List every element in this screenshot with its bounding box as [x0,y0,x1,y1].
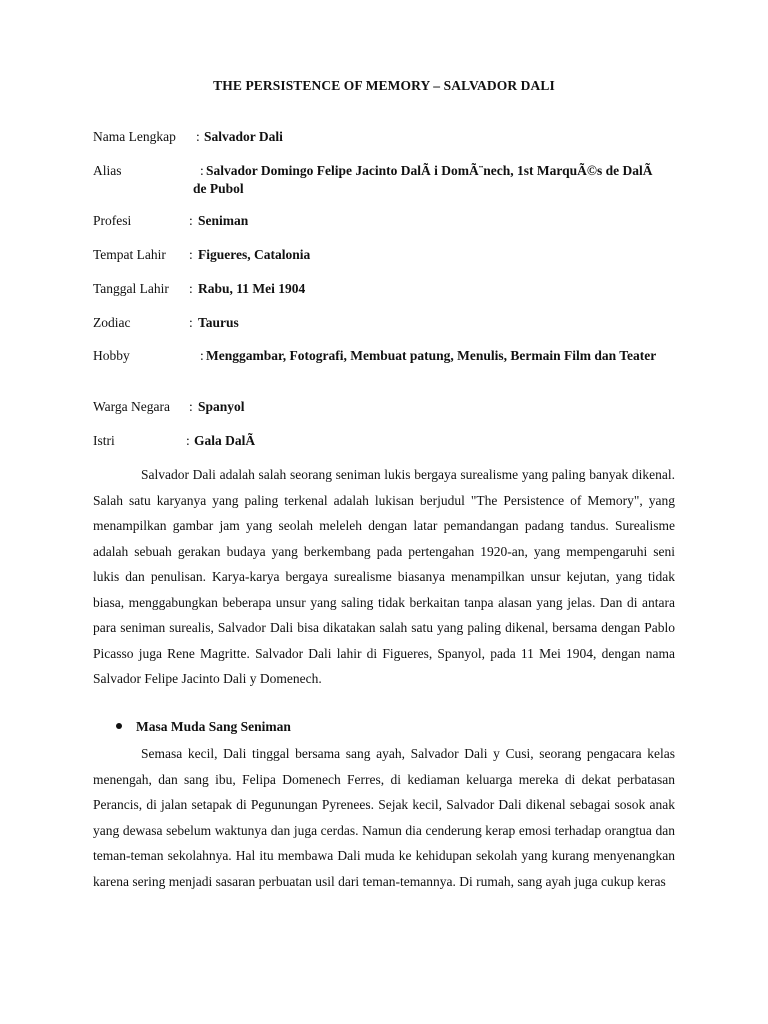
section-heading-text: Masa Muda Sang Seniman [136,719,291,734]
field-label: Nama Lengkap [93,129,176,144]
field-label: Tanggal Lahir [93,281,169,296]
field-value: Gala DalÃ [194,433,256,448]
field-colon: : [189,281,193,296]
section-heading-masa-muda [116,718,291,736]
field-colon: : [200,163,204,178]
field-colon: : [186,433,190,448]
field-label: Alias [93,163,122,178]
field-value: Figueres, Catalonia [198,247,311,262]
field-colon: : [189,399,193,414]
field-value: Menggambar, Fotografi, Membuat patung, Menulis, Bermain Film dan Teater [206,348,657,363]
field-label: Istri [93,433,115,448]
field-value: Seniman [198,213,249,228]
field-colon: : [189,315,193,330]
field-label: Tempat Lahir [93,247,166,262]
field-value: Rabu, 11 Mei 1904 [198,281,306,296]
field-value: Taurus [198,315,239,330]
field-label: Zodiac [93,315,131,330]
field-colon: : [200,348,204,363]
field-value: Salvador Dali [204,129,283,144]
field-colon: : [189,213,193,228]
field-colon: : [196,129,200,144]
body-paragraph-masa-muda: Semasa kecil, Dali tinggal bersama sang ayah, Salvador Dali y Cusi, seorang pengacara kelas menengah, dan sang ibu, Felipa Domenech Ferres, di kediaman keluarga mereka di dekat perbatasan Perancis, di jalan setapak di Pegunungan Pyrenees. Sejak kecil, Salvador Dali dikenal sebagai sosok anak yang dewasa sebelum waktunya dan juga cerdas. Namun dia cenderung kerap emosi terhadap orangtua dan teman-teman sekolahnya. Hal itu membawa Dali muda ke kehidupan sekolah yang kurang menyenangkan karena sering menjadi sasaran perbuatan usil dari teman-temannya. Di rumah, sang ayah juga cukup keras [93,746,675,889]
field-label: Warga Negara [93,399,170,414]
document-title: THE PERSISTENCE OF MEMORY – SALVADOR DALI [213,78,555,93]
field-label: Hobby [93,348,130,363]
field-value: Salvador Domingo Felipe Jacinto DalÃ i DomÃ¨nech, 1st MarquÃ©s de DalÃ de Pubol [193,163,653,196]
field-colon: : [189,247,193,262]
field-value: Spanyol [198,399,245,414]
bullet-icon [116,723,122,729]
field-label: Profesi [93,213,132,228]
body-paragraph-intro: Salvador Dali adalah salah seorang seniman lukis bergaya surealisme yang paling banyak dikenal. Salah satu karyanya yang paling terkenal adalah lukisan berjudul "The Persistence of Memory", yang menampilkan gambar jam yang seolah meleleh dengan latar pemandangan padang tandus. Surealisme adalah sebuah gerakan budaya yang berkembang pada pertengahan 1920-an, yang mempengaruhi seni lukis dan penulisan. Karya-karya bergaya surealisme biasanya menampilkan unsur kejutan, yang tidak biasa, menggabungkan beberapa unsur yang saling tidak berkaitan tanpa alasan yang jelas. Dan di antara para seniman surealis, Salvador Dali bisa dikatakan salah satu yang paling dikenal, bersama dengan Pablo Picasso juga Rene Magritte. Salvador Dali lahir di Figueres, Spanyol, pada 11 Mei 1904, dengan nama Salvador Felipe Jacinto Dali y Domenech. [93,467,675,686]
